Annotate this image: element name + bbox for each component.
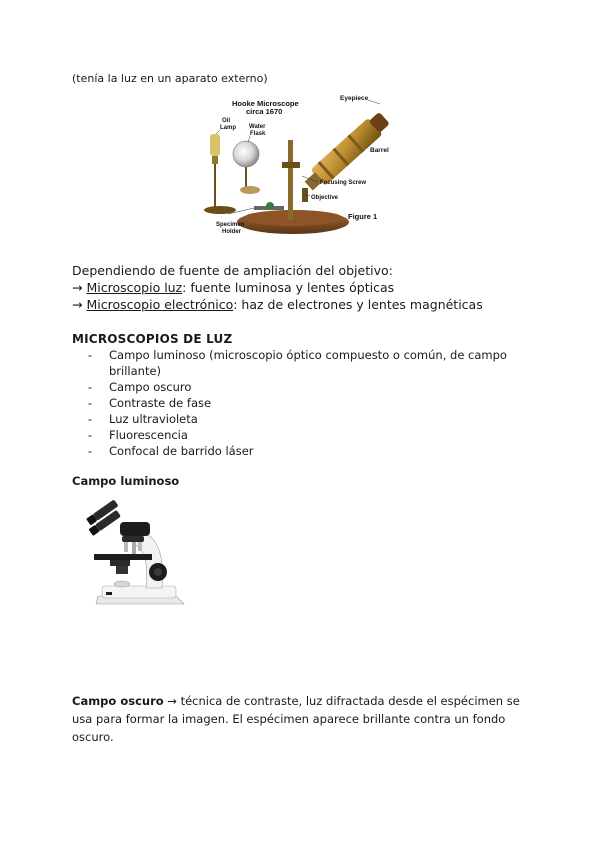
- label-oil: Oil: [222, 118, 231, 124]
- light-microscope-types-list: [88, 347, 508, 459]
- electron-microscope-term: Microscopio electrónico: [86, 297, 234, 312]
- label-lamp: Lamp: [220, 125, 237, 131]
- label-figure: Figure 1: [348, 212, 378, 221]
- label-focusing-screw: Focusing Screw: [320, 180, 367, 186]
- label-water: Water: [249, 124, 266, 130]
- dark-field-term: Campo oscuro: [72, 694, 164, 708]
- light-microscopes-heading: MICROSCOPIOS DE LUZ: [72, 332, 233, 346]
- label-objective: Objective: [311, 195, 339, 201]
- dark-field-description: técnica de contraste, luz difractada desde el espécimen se usa para formar la imagen. El espécimen aparece brillante contra un fondo oscuro.: [72, 694, 520, 744]
- list-item: - Contraste de fase: [88, 396, 212, 410]
- list-item: - Confocal de barrido láser: [88, 444, 254, 458]
- label-flask: Flask: [250, 131, 266, 137]
- water-flask: [233, 141, 259, 167]
- external-light-note: (tenía la luz en un aparato externo): [72, 72, 268, 85]
- light-microscope-term: Microscopio luz: [86, 280, 183, 295]
- arrow-icon: →: [167, 694, 177, 708]
- label-barrel: Barrel: [370, 147, 389, 154]
- arrow-icon: →: [72, 280, 83, 295]
- hooke-microscope-figure: [198, 92, 408, 240]
- label-eyepiece: Eyepiece: [340, 95, 369, 102]
- figure-title-line2: circa 1670: [246, 107, 283, 116]
- intro-heading: Dependiendo de fuente de ampliación del objetivo:: [72, 263, 393, 278]
- figure-title-line1: Hooke Microscope: [232, 99, 299, 108]
- label-holder: Holder: [222, 229, 242, 235]
- intro-item-light: → Microscopio luz: fuente luminosa y lentes ópticas: [72, 280, 395, 295]
- magnification-intro: [72, 262, 483, 313]
- list-item: - Campo oscuro: [88, 380, 192, 394]
- intro-item-electron: → Microscopio electrónico: haz de electrones y lentes magnéticas: [72, 297, 483, 312]
- arrow-icon: →: [72, 297, 83, 312]
- dark-field-paragraph: [72, 692, 542, 746]
- list-item: - Campo luminoso (microscopio óptico compuesto o común, de campo brillante): [88, 348, 507, 378]
- bright-field-heading: Campo luminoso: [72, 474, 180, 488]
- binocular-microscope-image: [80, 492, 190, 610]
- list-item: - Fluorescencia: [88, 428, 188, 442]
- label-specimen: Specimen: [216, 222, 245, 228]
- list-item: - Luz ultravioleta: [88, 412, 198, 426]
